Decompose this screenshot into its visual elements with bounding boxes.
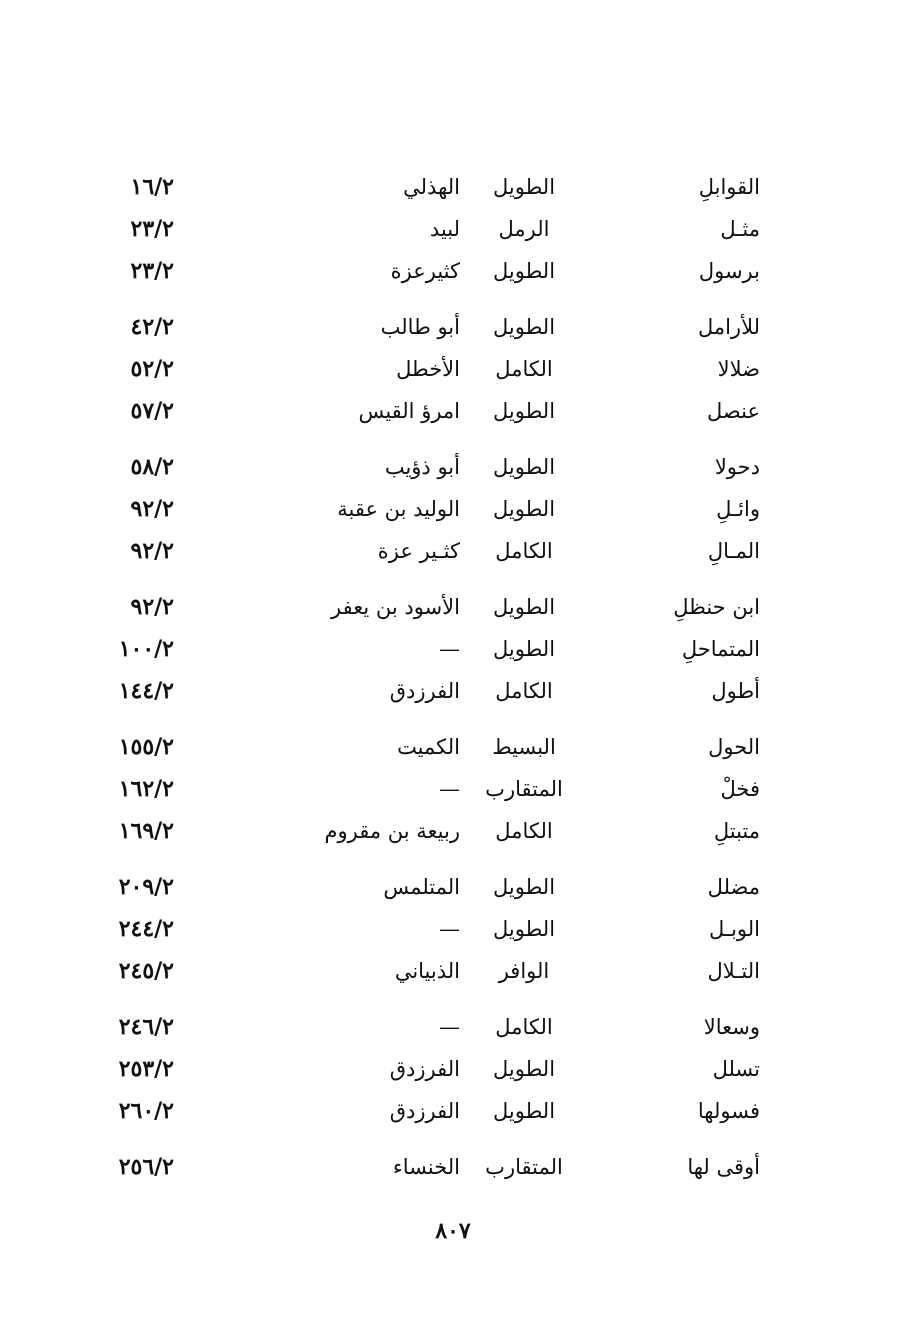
rhyme-word: وسعالا	[703, 1015, 760, 1039]
meter-name: الطويل	[492, 175, 556, 199]
poet-name: الهذلي	[403, 175, 460, 199]
page-number: ٨٠٧	[435, 1218, 471, 1244]
volume-page-reference: ١٠٠/٢	[118, 636, 174, 662]
rhyme-word: الحول	[708, 735, 760, 759]
volume-page-reference: ٥٢/٢	[130, 356, 174, 382]
volume-page-reference: ٢٥٣/٢	[118, 1056, 174, 1082]
meter-name: الطويل	[492, 595, 556, 619]
poet-name: الفرزدق	[389, 1057, 460, 1081]
volume-page-reference: ٢٦٠/٢	[118, 1098, 174, 1124]
poet-name: الكميت	[397, 735, 460, 759]
index-row	[0, 908, 906, 950]
poet-name: امرؤ القيس	[358, 399, 460, 423]
meter-name: الطويل	[492, 259, 556, 283]
poet-name: الخنساء	[392, 1155, 460, 1179]
volume-page-reference: ١٤٤/٢	[118, 678, 174, 704]
poet-name: ربيعة بن مقروم	[324, 819, 460, 843]
poet-name: الذبياني	[394, 959, 460, 983]
meter-name: الكامل	[495, 679, 553, 703]
index-group	[0, 866, 906, 992]
rhyme-word: التـلال	[707, 959, 760, 983]
poet-name: —	[439, 637, 460, 661]
index-row	[0, 1006, 906, 1048]
volume-page-reference: ٢٠٩/٢	[118, 874, 174, 900]
index-row	[0, 1146, 906, 1188]
index-group	[0, 726, 906, 852]
rhyme-word: برسول	[698, 259, 760, 283]
volume-page-reference: ٩٢/٢	[130, 538, 174, 564]
meter-name: المتقارب	[485, 777, 563, 801]
rhyme-word: فسولها	[697, 1099, 760, 1123]
index-row	[0, 208, 906, 250]
index-row	[0, 1090, 906, 1132]
poet-name: أبو طالب	[380, 315, 460, 339]
poet-name: —	[439, 1015, 460, 1039]
meter-name: الطويل	[492, 875, 556, 899]
index-row	[0, 530, 906, 572]
index-group	[0, 1006, 906, 1132]
meter-name: الطويل	[492, 315, 556, 339]
poet-name: الأخطل	[396, 357, 460, 381]
rhyme-word: القوابلِ	[698, 175, 760, 199]
rhyme-word: دحولا	[714, 455, 760, 479]
meter-name: الطويل	[492, 637, 556, 661]
meter-name: الوافر	[498, 959, 550, 983]
volume-page-reference: ١٦٩/٢	[118, 818, 174, 844]
volume-page-reference: ٢٣/٢	[130, 216, 174, 242]
index-row	[0, 390, 906, 432]
poet-name: كثـير عزة	[377, 539, 460, 563]
volume-page-reference: ٢٥٦/٢	[118, 1154, 174, 1180]
poet-name: لبيد	[429, 217, 460, 241]
rhyme-word: المـالِ	[707, 539, 760, 563]
poet-name: —	[439, 917, 460, 941]
rhyme-word: متبتلِ	[713, 819, 760, 843]
index-row	[0, 250, 906, 292]
index-row	[0, 768, 906, 810]
volume-page-reference: ٢٤٥/٢	[118, 958, 174, 984]
index-row	[0, 306, 906, 348]
rhyme-word: ابن حنظلِ	[673, 595, 760, 619]
index-group	[0, 306, 906, 432]
index-group	[0, 166, 906, 292]
index-row	[0, 866, 906, 908]
rhyme-word: أوقى لها	[687, 1155, 760, 1179]
poet-name: أبو ذؤيب	[384, 455, 460, 479]
meter-name: الكامل	[495, 539, 553, 563]
meter-name: الطويل	[492, 497, 556, 521]
index-row	[0, 628, 906, 670]
meter-name: الكامل	[495, 1015, 553, 1039]
volume-page-reference: ١٥٥/٢	[118, 734, 174, 760]
poet-name: الوليد بن عقبة	[337, 497, 460, 521]
index-row	[0, 810, 906, 852]
volume-page-reference: ٩٢/٢	[130, 594, 174, 620]
meter-name: الطويل	[492, 917, 556, 941]
volume-page-reference: ١٦٢/٢	[118, 776, 174, 802]
meter-name: الطويل	[492, 399, 556, 423]
meter-name: المتقارب	[485, 1155, 563, 1179]
index-row	[0, 348, 906, 390]
meter-name: الطويل	[492, 1057, 556, 1081]
index-row	[0, 726, 906, 768]
meter-name: الطويل	[492, 455, 556, 479]
rhyme-word: أطول	[711, 679, 760, 703]
index-row	[0, 586, 906, 628]
index-group	[0, 446, 906, 572]
volume-page-reference: ٢٣/٢	[130, 258, 174, 284]
rhyme-word: وائـلِ	[716, 497, 760, 521]
verse-index-table	[0, 166, 906, 1202]
meter-name: الكامل	[495, 819, 553, 843]
poet-name: الأسود بن يعفر	[331, 595, 460, 619]
volume-page-reference: ١٦/٢	[130, 174, 174, 200]
rhyme-word: للأرامل	[697, 315, 760, 339]
index-row	[0, 1048, 906, 1090]
rhyme-word: تسلل	[712, 1057, 760, 1081]
poet-name: المتلمس	[383, 875, 460, 899]
volume-page-reference: ٥٧/٢	[130, 398, 174, 424]
meter-name: الكامل	[495, 357, 553, 381]
rhyme-word: الوبـل	[709, 917, 760, 941]
rhyme-word: ضلالا	[717, 357, 760, 381]
rhyme-word: مثـل	[720, 217, 760, 241]
index-row	[0, 950, 906, 992]
rhyme-word: فخلْ	[720, 777, 760, 801]
index-row	[0, 446, 906, 488]
volume-page-reference: ٥٨/٢	[130, 454, 174, 480]
rhyme-word: المتماحلِ	[681, 637, 760, 661]
rhyme-word: مضلل	[707, 875, 760, 899]
poet-name: —	[439, 777, 460, 801]
poet-name: الفرزدق	[389, 1099, 460, 1123]
rhyme-word: عنصل	[707, 399, 760, 423]
volume-page-reference: ٢٤٤/٢	[118, 916, 174, 942]
meter-name: الرمل	[498, 217, 550, 241]
index-group	[0, 586, 906, 712]
meter-name: الطويل	[492, 1099, 556, 1123]
meter-name: البسيط	[492, 735, 556, 759]
index-row	[0, 166, 906, 208]
volume-page-reference: ٤٢/٢	[130, 314, 174, 340]
poet-name: الفرزدق	[389, 679, 460, 703]
index-row	[0, 488, 906, 530]
index-group	[0, 1146, 906, 1188]
volume-page-reference: ٢٤٦/٢	[118, 1014, 174, 1040]
poet-name: كثيرعزة	[390, 259, 460, 283]
index-row	[0, 670, 906, 712]
volume-page-reference: ٩٢/٢	[130, 496, 174, 522]
